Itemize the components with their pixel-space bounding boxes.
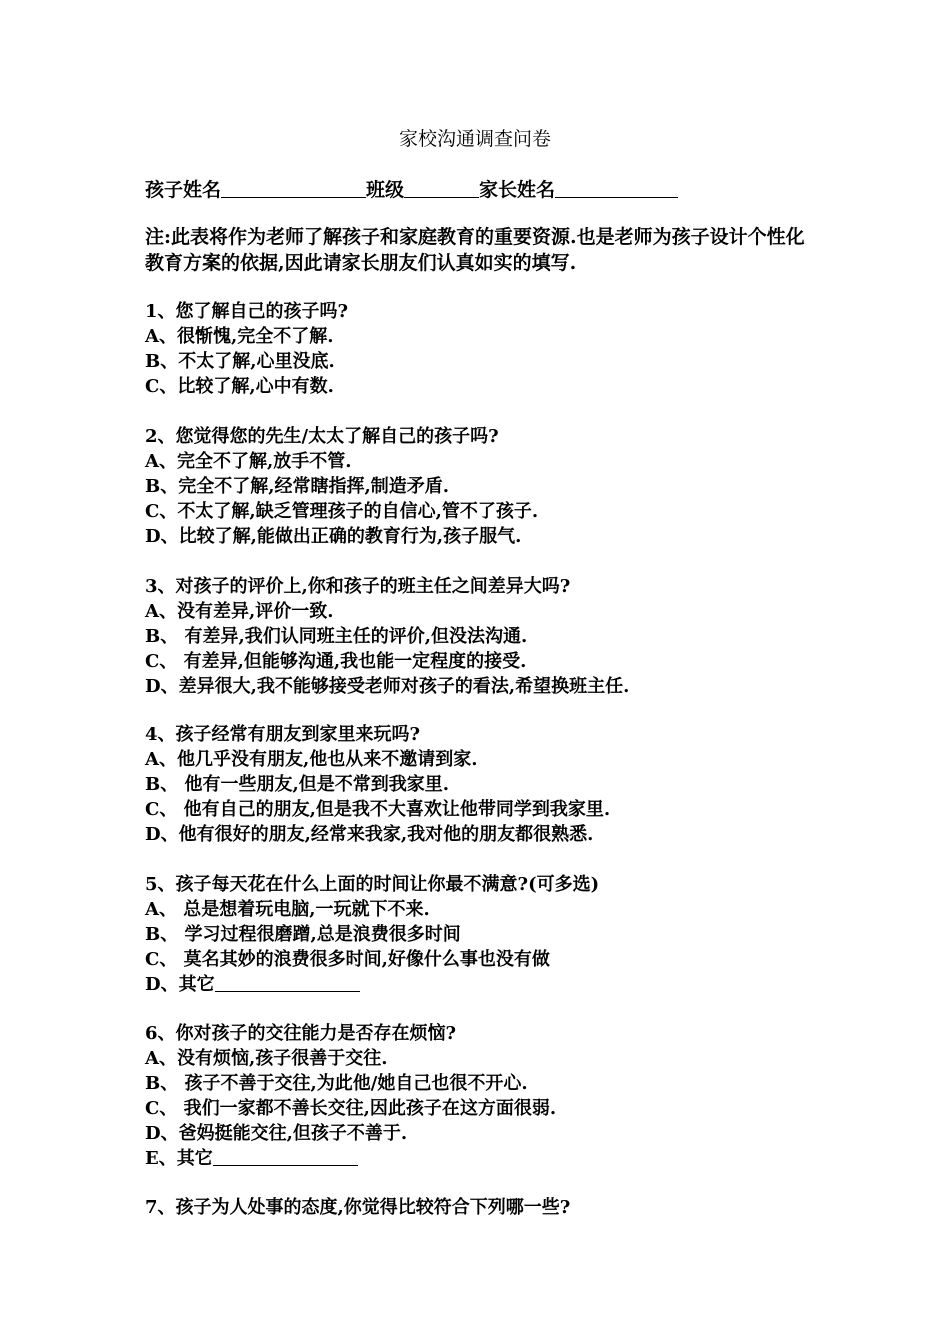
option-c: C、比较了解,心中有数. bbox=[145, 376, 334, 397]
option-d: D、比较了解,能做出正确的教育行为,孩子服气. bbox=[145, 526, 522, 547]
option-b: B、 学习过程很磨蹭,总是浪费很多时间 bbox=[145, 924, 461, 945]
question-2 bbox=[145, 424, 538, 549]
option-b: B、 他有一些朋友,但是不常到我家里. bbox=[145, 774, 450, 795]
note-paragraph: 注:此表将作为老师了解孩子和家庭教育的重要资源.也是老师为孩子设计个性化教育方案的依据,因此请家长朋友们认真如实的填写. bbox=[145, 226, 805, 274]
option-d: D、他有很好的朋友,经常来我家,我对他的朋友都很熟悉. bbox=[145, 824, 594, 845]
question-text: 2、您觉得您的先生/太太了解自己的孩子吗? bbox=[145, 426, 499, 447]
option-b: B、不太了解,心里没底. bbox=[145, 351, 335, 372]
question-text: 1、您了解自己的孩子吗? bbox=[145, 301, 349, 322]
option-b: B、 有差异,我们认同班主任的评价,但没法沟通. bbox=[145, 626, 528, 647]
option-a: A、没有差异,评价一致. bbox=[145, 601, 334, 622]
child-name-blank[interactable] bbox=[221, 179, 366, 198]
question-4 bbox=[145, 722, 610, 847]
other-blank[interactable] bbox=[213, 1147, 358, 1166]
option-c: C、 莫名其妙的浪费很多时间,好像什么事也没有做 bbox=[145, 949, 550, 970]
option-a: A、很惭愧,完全不了解. bbox=[145, 326, 334, 347]
child-name-label: 孩子姓名 bbox=[145, 179, 222, 201]
option-d: D、爸妈挺能交往,但孩子不善于. bbox=[145, 1123, 408, 1144]
parent-name-blank[interactable] bbox=[555, 179, 678, 198]
question-text: 4、孩子经常有朋友到家里来玩吗? bbox=[145, 724, 421, 745]
option-d-label: D、其它 bbox=[145, 974, 215, 995]
question-text: 7、孩子为人处事的态度,你觉得比较符合下列哪一些? bbox=[145, 1197, 571, 1218]
option-c: C、 他有自己的朋友,但是我不大喜欢让他带同学到我家里. bbox=[145, 799, 611, 820]
page-title: 家校沟通调查问卷 bbox=[398, 128, 551, 150]
option-a: A、 总是想着玩电脑,一玩就下不来. bbox=[145, 899, 430, 920]
question-text: 3、对孩子的评价上,你和孩子的班主任之间差异大吗? bbox=[145, 576, 571, 597]
option-e-label: E、其它 bbox=[145, 1148, 213, 1169]
other-blank[interactable] bbox=[215, 973, 360, 992]
option-b: B、完全不了解,经常瞎指挥,制造矛盾. bbox=[145, 476, 450, 497]
question-3 bbox=[145, 574, 629, 699]
option-a: A、他几乎没有朋友,他也从来不邀请到家. bbox=[145, 749, 478, 770]
option-c: C、 我们一家都不善长交往,因此孩子在这方面很弱. bbox=[145, 1098, 557, 1119]
option-c: C、不太了解,缺乏管理孩子的自信心,管不了孩子. bbox=[145, 501, 539, 522]
option-c: C、 有差异,但能够沟通,我也能一定程度的接受. bbox=[145, 651, 527, 672]
class-blank[interactable] bbox=[404, 179, 479, 198]
info-line bbox=[145, 175, 678, 202]
option-b: B、 孩子不善于交往,为此他/她自己也很不开心. bbox=[145, 1073, 528, 1094]
class-label: 班级 bbox=[366, 179, 405, 201]
option-e bbox=[145, 1146, 556, 1171]
question-1 bbox=[145, 299, 348, 399]
option-a: A、没有烦恼,孩子很善于交往. bbox=[145, 1048, 388, 1069]
question-6 bbox=[145, 1021, 556, 1171]
option-d: D、差异很大,我不能够接受老师对孩子的看法,希望换班主任. bbox=[145, 676, 630, 697]
question-text: 5、孩子每天花在什么上面的时间让你最不满意?(可多选) bbox=[145, 874, 600, 895]
option-d bbox=[145, 972, 599, 997]
question-5 bbox=[145, 872, 599, 997]
parent-name-label: 家长姓名 bbox=[479, 179, 556, 201]
question-7 bbox=[145, 1195, 570, 1220]
option-a: A、完全不了解,放手不管. bbox=[145, 451, 352, 472]
question-text: 6、你对孩子的交往能力是否存在烦恼? bbox=[145, 1023, 457, 1044]
